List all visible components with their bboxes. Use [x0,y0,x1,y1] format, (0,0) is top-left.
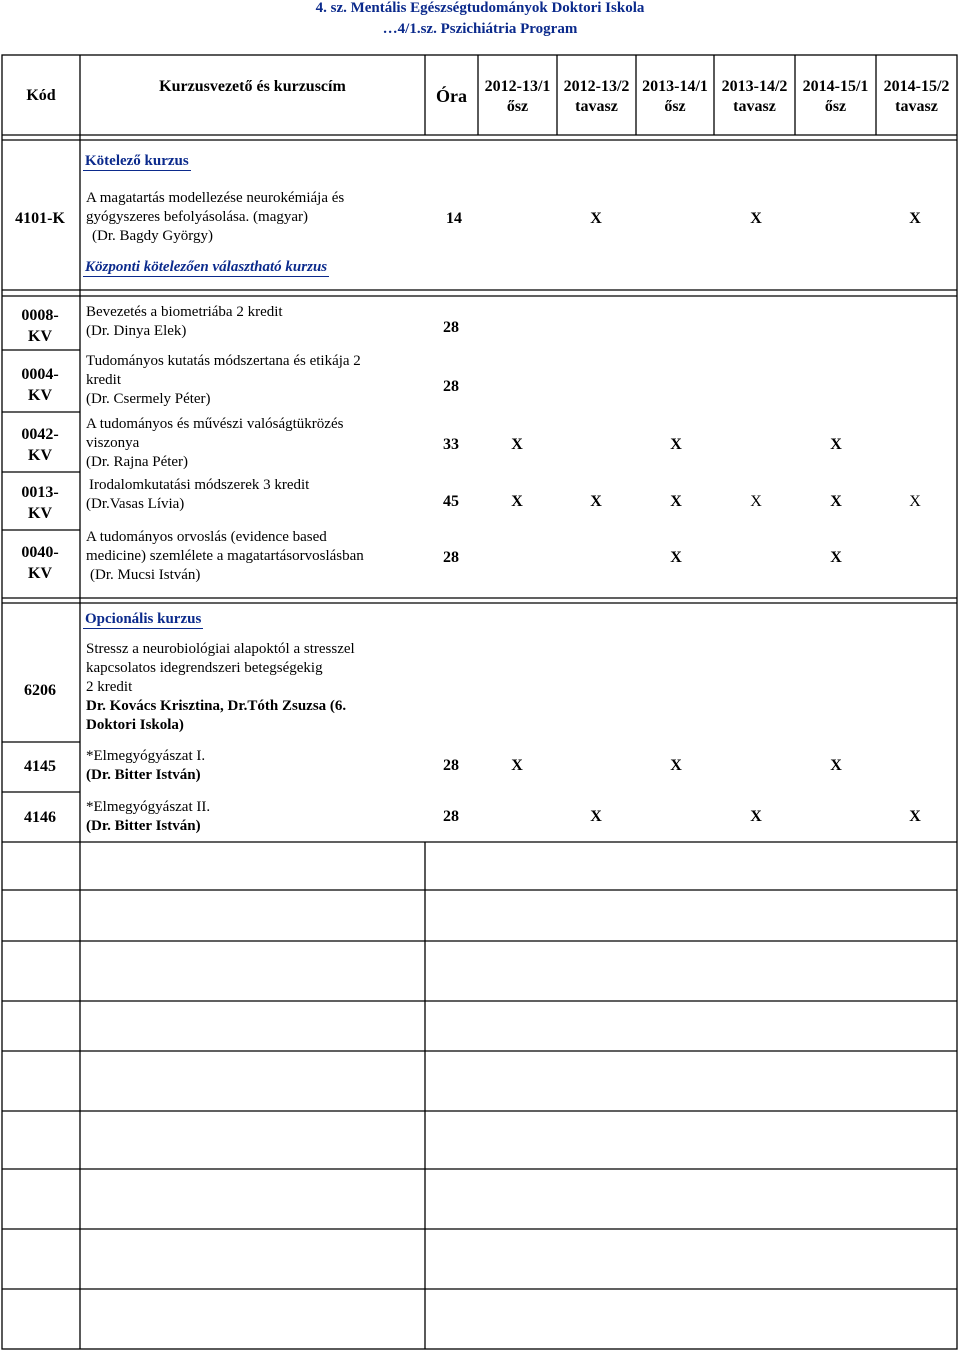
mark-s3: X [670,549,682,566]
course-hours: 33 [443,436,459,453]
mark-s1: X [590,210,602,227]
mark-s5: X [909,210,921,227]
course-title: A tudományos és művészi valóságtükrözés viszonya (Dr. Rajna Péter) [86,416,344,470]
course-hours: 28 [443,808,459,825]
mark-s1: X [511,493,523,510]
course-hours: 28 [443,757,459,774]
course-title: Irodalomkutatási módszerek 3 kredit (Dr.Vasas Lívia) [86,477,310,512]
course-title: *Elmegyógyászat II. (Dr. Bitter István) [86,799,211,834]
course-hours: 28 [443,549,459,566]
course-code: 6206 [24,682,56,699]
mark-s5: X [830,757,842,774]
course-code: 4145 [24,758,56,775]
section-label: Opcionális kurzus [85,611,202,627]
mark-s4: X [750,808,762,825]
mark-s5: X [830,549,842,566]
mark-s2: X [590,493,602,510]
mark-s5: X [830,436,842,453]
mark-s3: X [670,436,682,453]
mark-s4: X [750,493,762,510]
section-kozponti [83,256,423,279]
course-code: 4101-K [15,210,65,227]
course-title: Stressz a neurobiológiai alapoktól a stresszel kapcsolatos idegrendszeri betegségekig 2 kredit Dr. Kovács Krisztina, Dr.Tóth Zsuzsa (6. Doktori Iskola) [86,641,355,733]
col-s6: 2014-15/2 tavasz [883,78,950,115]
col-kurzus: Kurzusvezető és kurzuscím [159,78,346,95]
program-title: …4/1.sz. Pszichiátria Program [382,21,578,37]
section-opcionalis [83,608,423,631]
mark-s1: X [511,436,523,453]
course-hours: 28 [443,319,459,336]
course-hours: 45 [443,493,459,510]
mark-s3: X [670,757,682,774]
mark-s5: X [830,493,842,510]
col-kod: Kód [26,87,56,104]
mark-s2: X [590,808,602,825]
col-s4: 2013-14/2 tavasz [721,78,788,115]
course-code: 4146 [24,809,56,826]
mark-s3: X [750,210,762,227]
course-title: Bevezetés a biometriába 2 kredit (Dr. Dinya Elek) [86,304,283,339]
course-code: 0008- KV [21,307,59,345]
mark-s3: X [670,493,682,510]
section-label: Kötelező kurzus [85,153,189,169]
course-hours: 28 [443,378,459,395]
section-kotelezo [83,150,423,173]
course-title: A magatartás modellezése neurokémiája és gyógyszeres befolyásolása. (magyar) (Dr. Bagdy György) [86,190,345,244]
section-label: Központi kötelezően választható kurzus [85,259,328,275]
mark-s6: X [909,808,921,825]
school-title: 4. sz. Mentális Egészségtudományok Doktori Iskola [315,0,645,16]
course-code: 0013- KV [21,484,59,522]
col-ora: Óra [436,86,467,106]
course-hours: 14 [446,210,462,227]
course-title: A tudományos orvoslás (evidence based medicine) szemlélete a magatartásorvoslásban (Dr. Mucsi István) [86,529,364,583]
course-code: 0042- KV [21,426,59,464]
course-code: 0040- KV [21,544,59,582]
col-s3: 2013-14/1 ősz [642,78,708,115]
col-s1: 2012-13/1 ősz [484,78,551,115]
mark-s6: X [909,493,921,510]
course-code: 0004- KV [21,366,59,404]
course-title: *Elmegyógyászat I. (Dr. Bitter István) [86,748,206,783]
course-title: Tudományos kutatás módszertana és etikája 2 kredit (Dr. Csermely Péter) [86,353,361,407]
mark-s1: X [511,757,523,774]
col-s5: 2014-15/1 ősz [802,78,869,115]
col-s2: 2012-13/2 tavasz [563,78,630,115]
